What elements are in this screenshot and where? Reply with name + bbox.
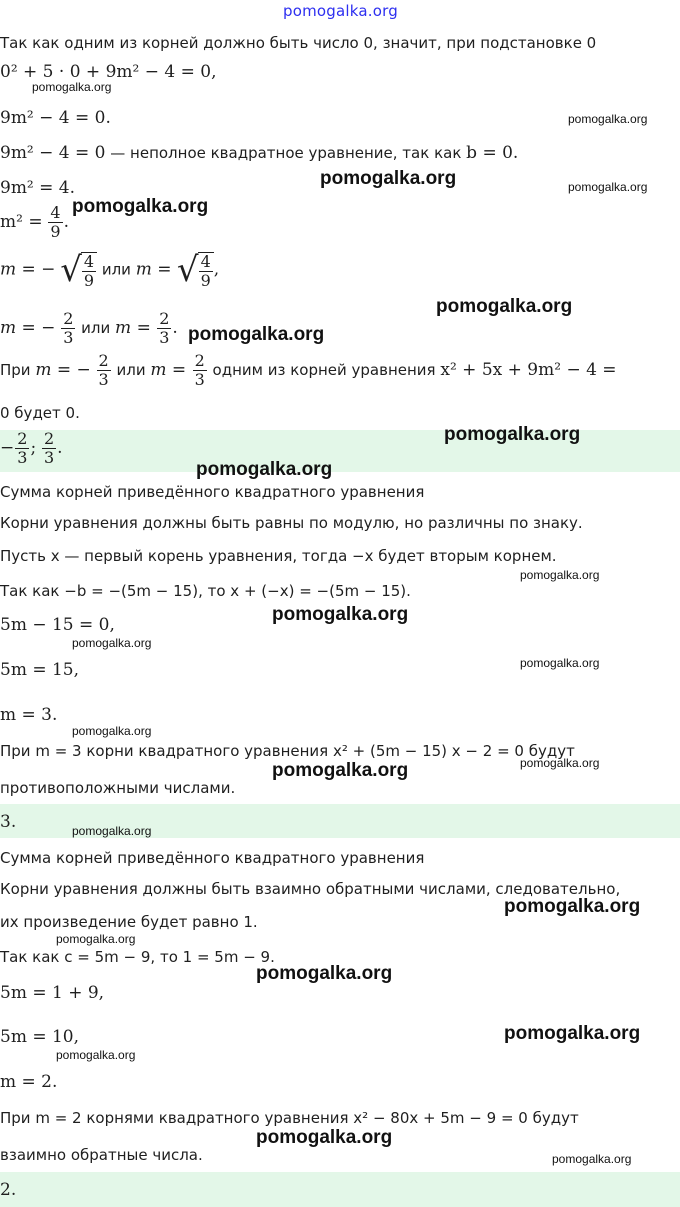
watermark: pomogalka.org xyxy=(196,459,333,480)
p3-line-3: Так как c = 5m − 9, то 1 = 5m − 9. xyxy=(0,948,275,966)
p3-line-8: взаимно обратные числа. xyxy=(0,1146,203,1164)
p1-line-5: 9m² = 4. xyxy=(0,178,76,198)
p3-line-1: Корни уравнения должны быть взаимно обратными числами, следовательно, xyxy=(0,880,621,898)
watermark-small: pomogalka.org xyxy=(56,932,136,946)
p2-line-6: m = 3. xyxy=(0,705,58,725)
p1-line-10: При m = − $\frac{2}{3}$ или m = $\frac{2}{3}$ одним из корней уравнения x² + 5x + 9m² − 4 = xyxy=(0,351,617,389)
answer-1: − $\frac{2}{3}$ ; $\frac{2}{3}$ . xyxy=(0,429,63,467)
header-watermark: pomogalka.org xyxy=(283,2,398,20)
p3-line-6: m = 2. xyxy=(0,1072,58,1092)
p1-line-3: 9m² − 4 = 0. xyxy=(0,108,111,128)
watermark-small: pomogalka.org xyxy=(552,1152,632,1166)
watermark-small: pomogalka.org xyxy=(32,80,112,94)
watermark: pomogalka.org xyxy=(444,424,581,445)
p3-line-5: 5m = 10, xyxy=(0,1027,80,1047)
p3-line-7: При m = 2 корнями квадратного уравнения x² − 80x + 5m − 9 = 0 будут xyxy=(0,1109,579,1127)
fraction-4-9: $\frac{4}{9}$ xyxy=(50,203,61,241)
watermark: pomogalka.org xyxy=(320,168,457,189)
watermark: pomogalka.org xyxy=(272,760,409,781)
watermark: pomogalka.org xyxy=(256,963,393,984)
p3-title: Сумма корней приведённого квадратного уравнения xyxy=(0,849,425,867)
watermark: pomogalka.org xyxy=(504,1023,641,1044)
p1-line-11: 0 будет 0. xyxy=(0,404,80,422)
p2-line-5: 5m = 15, xyxy=(0,660,80,680)
p2-line-4: 5m − 15 = 0, xyxy=(0,615,115,635)
watermark: pomogalka.org xyxy=(436,296,573,317)
p1-line-1: Так как одним из корней должно быть число 0, значит, при подстановке 0 xyxy=(0,34,597,52)
p2-line-3: Так как −b = −(5m − 15), то x + (−x) = −(5m − 15). xyxy=(0,582,411,600)
answer-2: 3. xyxy=(0,812,17,832)
p2-title: Сумма корней приведённого квадратного уравнения xyxy=(0,483,425,501)
p2-line-7: При m = 3 корни квадратного уравнения x² + (5m − 15) x − 2 = 0 будут xyxy=(0,742,575,760)
watermark-small: pomogalka.org xyxy=(568,180,648,194)
answer-band-3 xyxy=(0,1172,680,1207)
answer-3: 2. xyxy=(0,1180,17,1200)
p2-line-8: противоположными числами. xyxy=(0,779,236,797)
watermark: pomogalka.org xyxy=(272,604,409,625)
watermark-small: pomogalka.org xyxy=(520,568,600,582)
sqrt-sign: √ $\frac{4}{9}$ xyxy=(60,250,97,290)
watermark: pomogalka.org xyxy=(504,896,641,917)
watermark: pomogalka.org xyxy=(256,1127,393,1148)
watermark-small: pomogalka.org xyxy=(72,724,152,738)
watermark-small: pomogalka.org xyxy=(72,636,152,650)
p1-line-2: 0² + 5 · 0 + 9m² − 4 = 0, xyxy=(0,62,217,82)
watermark-small: pomogalka.org xyxy=(520,756,600,770)
p3-line-2: их произведение будет равно 1. xyxy=(0,913,258,931)
p1-line-7: m = − √ $\frac{4}{9}$ или m = √ $\frac{4}{9}$ , xyxy=(0,250,220,290)
watermark: pomogalka.org xyxy=(72,196,209,217)
p2-line-2: Пусть x — первый корень уравнения, тогда −x будет вторым корнем. xyxy=(0,547,557,565)
p1-line-6: m² = $\frac{4}{9}$ . xyxy=(0,203,69,241)
watermark-small: pomogalka.org xyxy=(520,656,600,670)
p1-line-9: m = − $\frac{2}{3}$ или m = $\frac{2}{3}$ . xyxy=(0,309,178,347)
watermark-small: pomogalka.org xyxy=(56,1048,136,1062)
p2-line-1: Корни уравнения должны быть равны по модулю, но различны по знаку. xyxy=(0,514,583,532)
watermark: pomogalka.org xyxy=(188,324,325,345)
p1-line-4: 9m² − 4 = 0 — неполное квадратное уравнение, так как b = 0. xyxy=(0,143,519,163)
sqrt-sign: √ $\frac{4}{9}$ xyxy=(177,250,214,290)
p3-line-4: 5m = 1 + 9, xyxy=(0,983,105,1003)
watermark-small: pomogalka.org xyxy=(72,824,152,838)
watermark-small: pomogalka.org xyxy=(568,112,648,126)
